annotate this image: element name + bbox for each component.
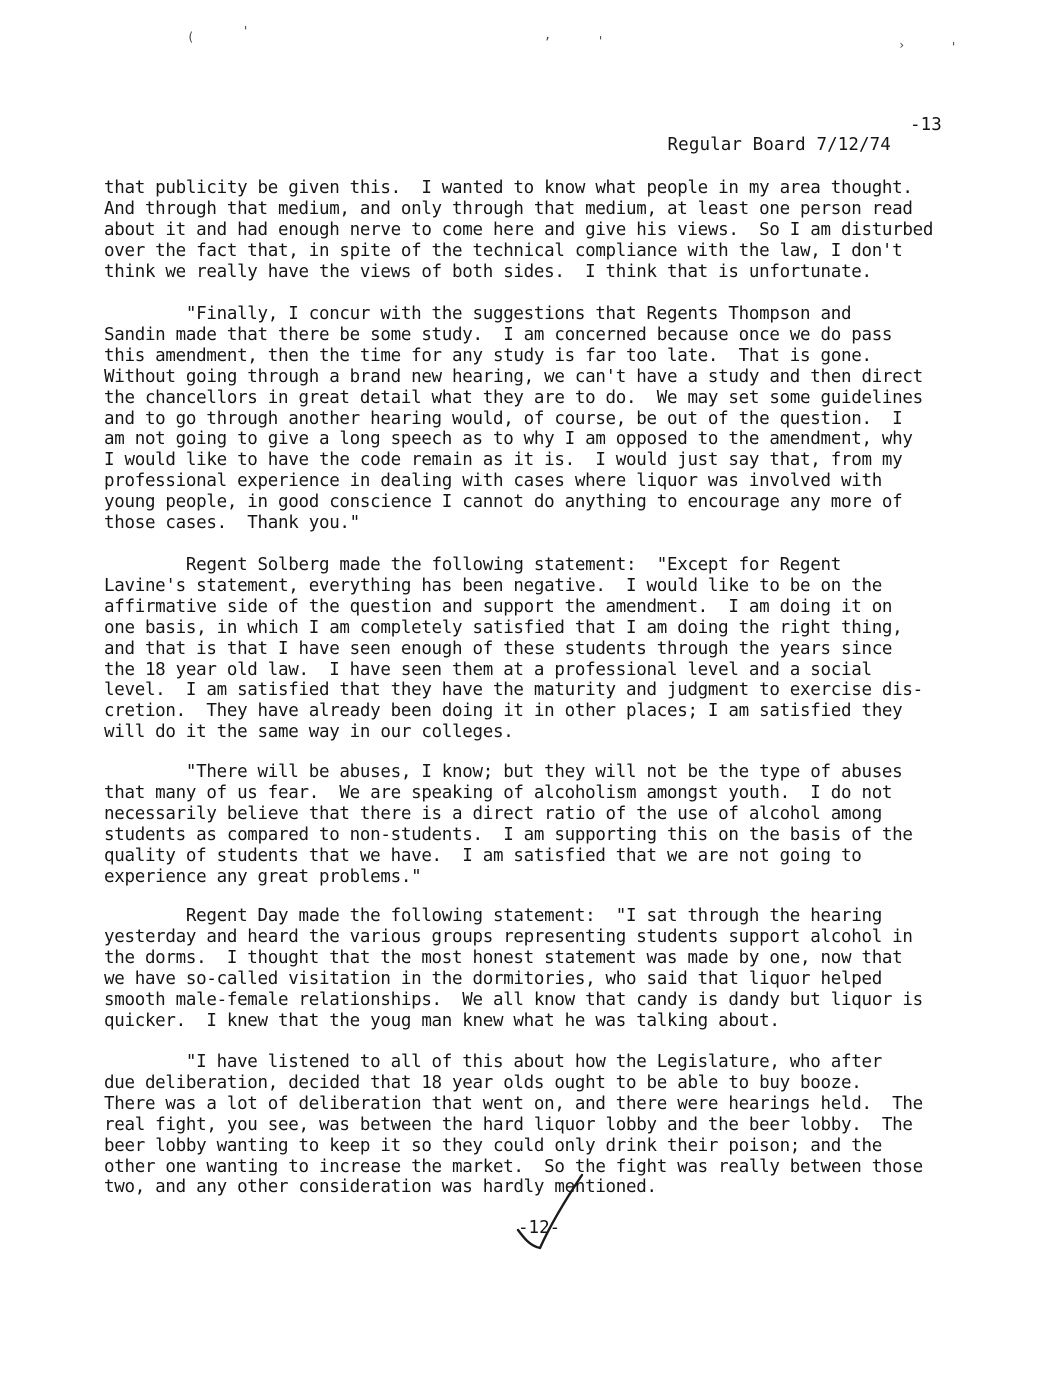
text-line: we have so-called visitation in the dormitories, who said that liquor helped bbox=[104, 968, 882, 989]
text-line: level. I am satisfied that they have the maturity and judgment to exercise dis- bbox=[104, 680, 923, 701]
text-line: "I have listened to all of this about how the Legislature, who after bbox=[104, 1052, 882, 1072]
text-line: affirmative side of the question and support the amendment. I am doing it on bbox=[104, 596, 893, 617]
text-line: those cases. Thank you." bbox=[104, 513, 360, 534]
text-line: due deliberation, decided that 18 year olds ought to be able to buy booze. bbox=[104, 1072, 862, 1093]
paragraph bbox=[104, 555, 923, 743]
paragraph bbox=[104, 178, 933, 283]
text-line: two, and any other consideration was hardly mentioned. bbox=[104, 1177, 657, 1198]
text-line: cretion. They have already been doing it in other places; I am satisfied they bbox=[104, 701, 903, 722]
paragraph bbox=[104, 906, 923, 1031]
text-line: experience any great problems." bbox=[104, 866, 422, 887]
text-line: Sandin made that there be some study. I am concerned because once we do pass bbox=[104, 324, 893, 345]
text-line: one basis, in which I am completely satisfied that I am doing the right thing, bbox=[104, 617, 903, 638]
text-line: am not going to give a long speech as to why I am opposed to the amendment, why bbox=[104, 429, 913, 450]
scan-speck: ' bbox=[950, 40, 958, 54]
text-line: Regent Day made the following statement: "I sat through the hearing bbox=[104, 906, 882, 926]
text-line: There was a lot of deliberation that went on, and there were hearings held. The bbox=[104, 1093, 923, 1114]
text-line: the 18 year old law. I have seen them at a professional level and a social bbox=[104, 659, 872, 680]
text-line: that many of us fear. We are speaking of alcoholism amongst youth. I do not bbox=[104, 782, 893, 803]
text-line: quicker. I knew that the youg man knew what he was talking about. bbox=[104, 1010, 780, 1031]
text-line: think we really have the views of both sides. I think that is unfortunate. bbox=[104, 261, 872, 282]
scan-speck: ' bbox=[242, 24, 250, 38]
text-line: yesterday and heard the various groups representing students support alcohol in bbox=[104, 926, 913, 947]
text-line: Regent Solberg made the following statement: "Except for Regent bbox=[104, 555, 841, 575]
text-line: "There will be abuses, I know; but they will not be the type of abuses bbox=[104, 762, 903, 782]
page-footer-number: -12- bbox=[518, 1218, 561, 1238]
text-line: other one wanting to increase the market. So the fight was really between those bbox=[104, 1156, 923, 1177]
text-line: quality of students that we have. I am satisfied that we are not going to bbox=[104, 845, 862, 866]
text-line: necessarily believe that there is a direct ratio of the use of alcohol among bbox=[104, 803, 882, 824]
text-line: I would like to have the code remain as it is. I would just say that, from my bbox=[104, 450, 903, 471]
header-page-number: -13 bbox=[910, 115, 942, 135]
text-line: students as compared to non-students. I am supporting this on the basis of the bbox=[104, 824, 913, 845]
text-line: beer lobby wanting to keep it so they could only drink their poison; and the bbox=[104, 1135, 882, 1156]
text-line: this amendment, then the time for any study is far too late. That is gone. bbox=[104, 345, 872, 366]
text-line: Without going through a brand new hearing, we can't have a study and then direct bbox=[104, 366, 923, 387]
paragraph bbox=[104, 762, 913, 887]
text-line: the chancellors in great detail what they are to do. We may set some guidelines bbox=[104, 387, 923, 408]
text-line: And through that medium, and only through that medium, at least one person read bbox=[104, 198, 913, 219]
text-line: professional experience in dealing with cases where liquor was involved with bbox=[104, 471, 882, 492]
text-line: over the fact that, in spite of the technical compliance with the law, I don't bbox=[104, 240, 903, 261]
scan-speck: › bbox=[898, 38, 906, 52]
header-title: Regular Board 7/12/74 bbox=[667, 135, 891, 155]
paragraph bbox=[104, 304, 923, 534]
scan-speck: , bbox=[544, 28, 552, 42]
checkmark-icon bbox=[510, 1170, 600, 1280]
text-line: about it and had enough nerve to come here and give his views. So I am disturbed bbox=[104, 219, 934, 240]
text-line: smooth male-female relationships. We all know that candy is dandy but liquor is bbox=[104, 989, 923, 1010]
text-line: and to go through another hearing would, of course, be out of the question. I bbox=[104, 408, 903, 429]
text-line: will do it the same way in our colleges. bbox=[104, 722, 514, 743]
text-line: real fight, you see, was between the hard liquor lobby and the beer lobby. The bbox=[104, 1114, 913, 1135]
scan-speck: ( bbox=[187, 30, 195, 44]
text-line: the dorms. I thought that the most honest statement was made by one, now that bbox=[104, 947, 903, 968]
text-line: young people, in good conscience I cannot do anything to encourage any more of bbox=[104, 492, 903, 513]
text-line: "Finally, I concur with the suggestions that Regents Thompson and bbox=[104, 304, 852, 324]
text-line: and that is that I have seen enough of these students through the years since bbox=[104, 638, 893, 659]
text-line: Lavine's statement, everything has been negative. I would like to be on the bbox=[104, 575, 882, 596]
scan-speck: ' bbox=[597, 34, 605, 48]
text-line: that publicity be given this. I wanted to know what people in my area thought. bbox=[104, 178, 913, 198]
